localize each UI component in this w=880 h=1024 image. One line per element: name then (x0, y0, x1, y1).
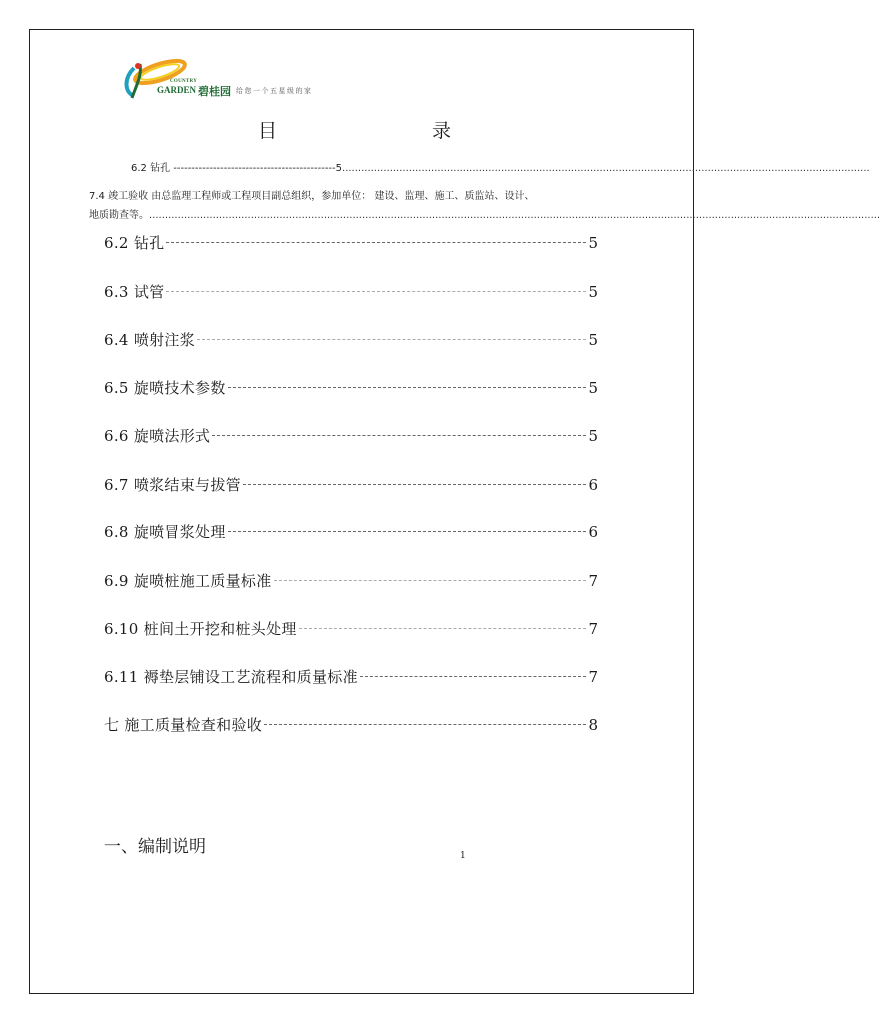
logo-chinese-name: 碧桂园 (198, 85, 231, 98)
toc-entry-page: 5 (588, 331, 598, 349)
toc-leader (360, 676, 587, 677)
toc-title-char-2: 录 (432, 120, 452, 142)
toc-entry-page: 8 (588, 716, 598, 734)
toc-leader (228, 387, 587, 388)
small-toc-line-2-text: 7.4 竣工验收 由总监理工程师或工程项目副总组织，参加单位： 建设、监理、施工、质监站、设计、 (89, 191, 535, 202)
toc-entry-label: 6.6 旋喷法形式 (104, 427, 211, 445)
toc-entry[interactable] (104, 521, 598, 543)
toc-entry[interactable] (104, 425, 598, 447)
toc-entry[interactable] (104, 281, 598, 303)
toc-entry[interactable] (104, 329, 598, 351)
toc-entry[interactable] (104, 474, 598, 496)
small-toc-line-1-dots: ...................................................................................................................................................................... (342, 163, 870, 174)
toc-entry-page: 5 (588, 283, 598, 301)
toc-entry[interactable] (104, 232, 598, 254)
logo-garden-text: GARDEN (157, 85, 197, 95)
toc-entry[interactable] (104, 666, 598, 688)
toc-leader (274, 580, 587, 581)
section-heading: 一、编制说明 (104, 837, 206, 857)
page-number: 1 (460, 851, 466, 861)
toc-entry-page: 7 (588, 572, 598, 590)
toc-entry-label: 6.7 喷浆结束与拔管 (104, 476, 241, 494)
toc-leader (212, 435, 586, 436)
small-toc-line-3-dots: ...................................................................................................................................................................................................................................... (149, 210, 880, 221)
toc-entry-label: 6.4 喷射注浆 (104, 331, 196, 349)
logo-country-text: COUNTRY (170, 79, 198, 84)
toc-leader (197, 339, 586, 340)
toc-leader (264, 724, 586, 725)
toc-entry-label: 6.3 试管 (104, 283, 165, 301)
small-toc-line-1 (131, 159, 870, 174)
toc-leader (243, 484, 587, 485)
small-toc-line-3-text: 地质勘查等。 (89, 210, 149, 221)
toc-entry-label: 6.10 桩间土开挖和桩头处理 (104, 620, 297, 638)
small-toc-line-2 (89, 187, 724, 202)
company-logo (120, 56, 340, 106)
toc-entry-page: 7 (588, 620, 598, 638)
toc-entry-page: 5 (588, 379, 598, 397)
toc-entry-label: 6.2 钻孔 (104, 234, 165, 252)
toc-entry-label: 6.5 旋喷技术参数 (104, 379, 226, 397)
small-toc-line-3 (89, 206, 880, 221)
toc-entry-page: 6 (588, 523, 598, 541)
toc-entry-label: 6.8 旋喷冒浆处理 (104, 523, 226, 541)
toc-entry[interactable] (104, 570, 598, 592)
small-toc-line-1-text: 6.2 钻孔 ---------------------------------------------5 (131, 163, 343, 174)
toc-title (258, 116, 458, 140)
toc-entry-label: 七 施工质量检查和验收 (104, 716, 263, 734)
toc-entry[interactable] (104, 714, 598, 736)
toc-entry-label: 6.9 旋喷桩施工质量标准 (104, 572, 272, 590)
toc-title-char-1: 目 (258, 120, 278, 142)
toc-leader (166, 291, 586, 292)
toc-entry-label: 6.11 褥垫层铺设工艺流程和质量标准 (104, 668, 358, 686)
toc-leader (166, 242, 586, 243)
toc-entry[interactable] (104, 377, 598, 399)
toc-leader (228, 531, 587, 532)
toc-entry-page: 6 (588, 476, 598, 494)
toc-leader (299, 628, 587, 629)
logo-slogan: 给您一个五星级的家 (236, 87, 313, 95)
toc-entry-page: 5 (588, 427, 598, 445)
toc-entry-page: 5 (588, 234, 598, 252)
toc-entry[interactable] (104, 618, 598, 640)
toc-entry-page: 7 (588, 668, 598, 686)
